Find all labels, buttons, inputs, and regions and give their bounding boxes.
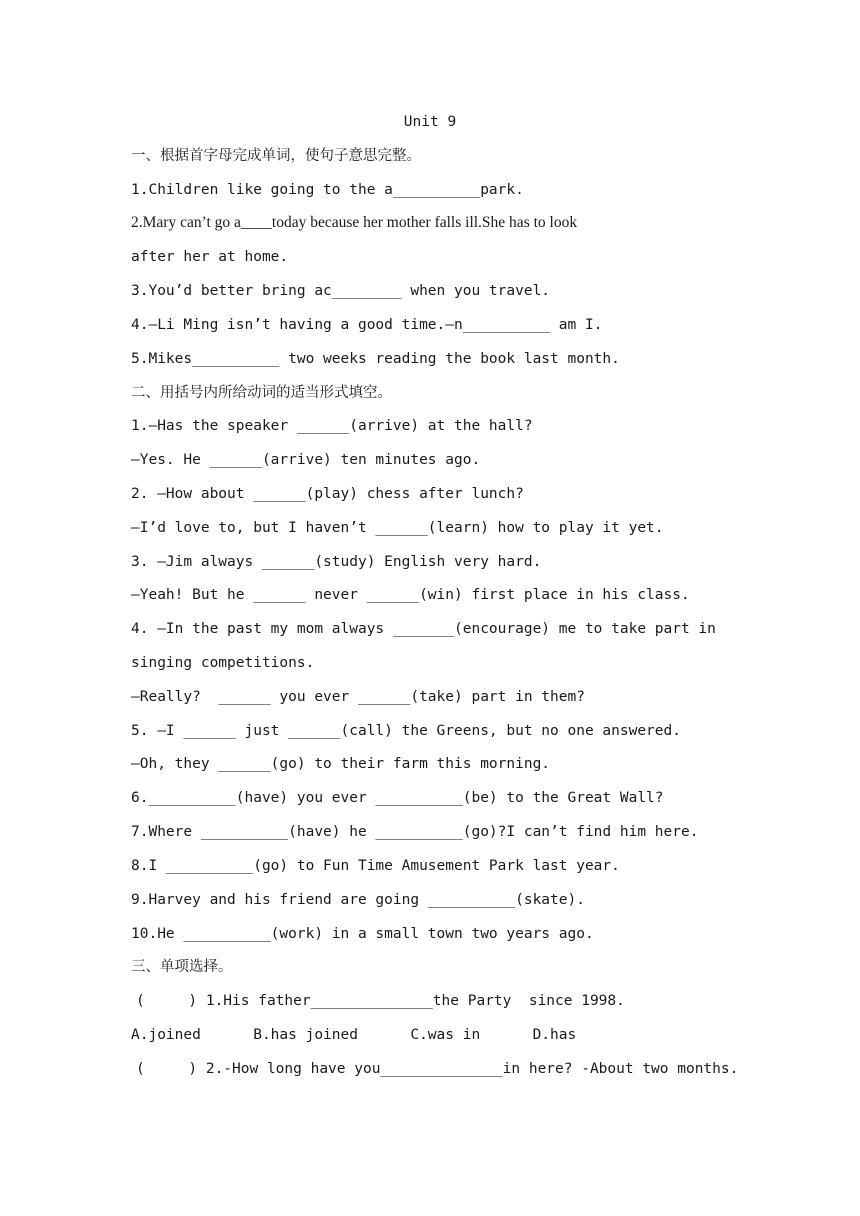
- section-2-question-2a: 2. —How about ______(play) chess after lunch?: [131, 486, 524, 502]
- section-2-question-2b: —I’d love to, but I haven’t ______(learn) how to play it yet.: [131, 520, 664, 536]
- section-2-question-3b: —Yeah! But he ______ never ______(win) first place in his class.: [131, 587, 690, 603]
- section-2-question-3a: 3. —Jim always ______(study) English very hard.: [131, 554, 542, 570]
- section-3-question-1: ( ) 1.His father______________the Party since 1998.: [136, 993, 625, 1009]
- section-2-question-5b: —Oh, they ______(go) to their farm this morning.: [131, 756, 551, 772]
- section-3-question-2: ( ) 2.-How long have you______________in here? -About two months.: [136, 1061, 739, 1077]
- section-3-heading: 三、单项选择。: [131, 959, 233, 975]
- section-3-question-1-options: A.joined B.has joined C.was in D.has: [131, 1027, 577, 1043]
- section-1-question-1: 1.Children like going to the a__________park.: [131, 182, 524, 198]
- section-2-question-4a: 4. —In the past my mom always _______(encourage) me to take part in: [131, 621, 716, 637]
- section-2-question-7: 7.Where __________(have) he __________(go)?I can’t find him here.: [131, 824, 699, 840]
- page-title: Unit 9: [403, 114, 457, 130]
- section-2-question-1b: —Yes. He ______(arrive) ten minutes ago.: [131, 452, 481, 468]
- section-2-question-6: 6.__________(have) you ever __________(be) to the Great Wall?: [131, 790, 664, 806]
- section-2-question-8: 8.I __________(go) to Fun Time Amusement Park last year.: [131, 858, 620, 874]
- section-2-question-5a: 5. —I ______ just ______(call) the Greens, but no one answered.: [131, 723, 681, 739]
- section-2-question-1a: 1.—Has the speaker ______(arrive) at the hall?: [131, 418, 533, 434]
- section-1-question-5: 5.Mikes__________ two weeks reading the book last month.: [131, 351, 620, 367]
- section-2-heading: 二、用括号内所给动词的适当形式填空。: [131, 385, 392, 401]
- section-1-question-2-cont: after her at home.: [131, 249, 289, 265]
- section-2-question-4a-cont: singing competitions.: [131, 655, 315, 671]
- section-1-question-3: 3.You’d better bring ac________ when you travel.: [131, 283, 551, 299]
- section-1-heading: 一、根据首字母完成单词，使句子意思完整。: [131, 148, 421, 164]
- section-1-question-4: 4.—Li Ming isn’t having a good time.—n__________ am I.: [131, 317, 603, 333]
- section-2-question-4b: —Really? ______ you ever ______(take) part in them?: [131, 689, 585, 705]
- section-2-question-10: 10.He __________(work) in a small town two years ago.: [131, 926, 594, 942]
- section-1-question-2: 2.Mary can’t go a____today because her mother falls ill.She has to look: [131, 214, 578, 231]
- section-2-question-9: 9.Harvey and his friend are going __________(skate).: [131, 892, 585, 908]
